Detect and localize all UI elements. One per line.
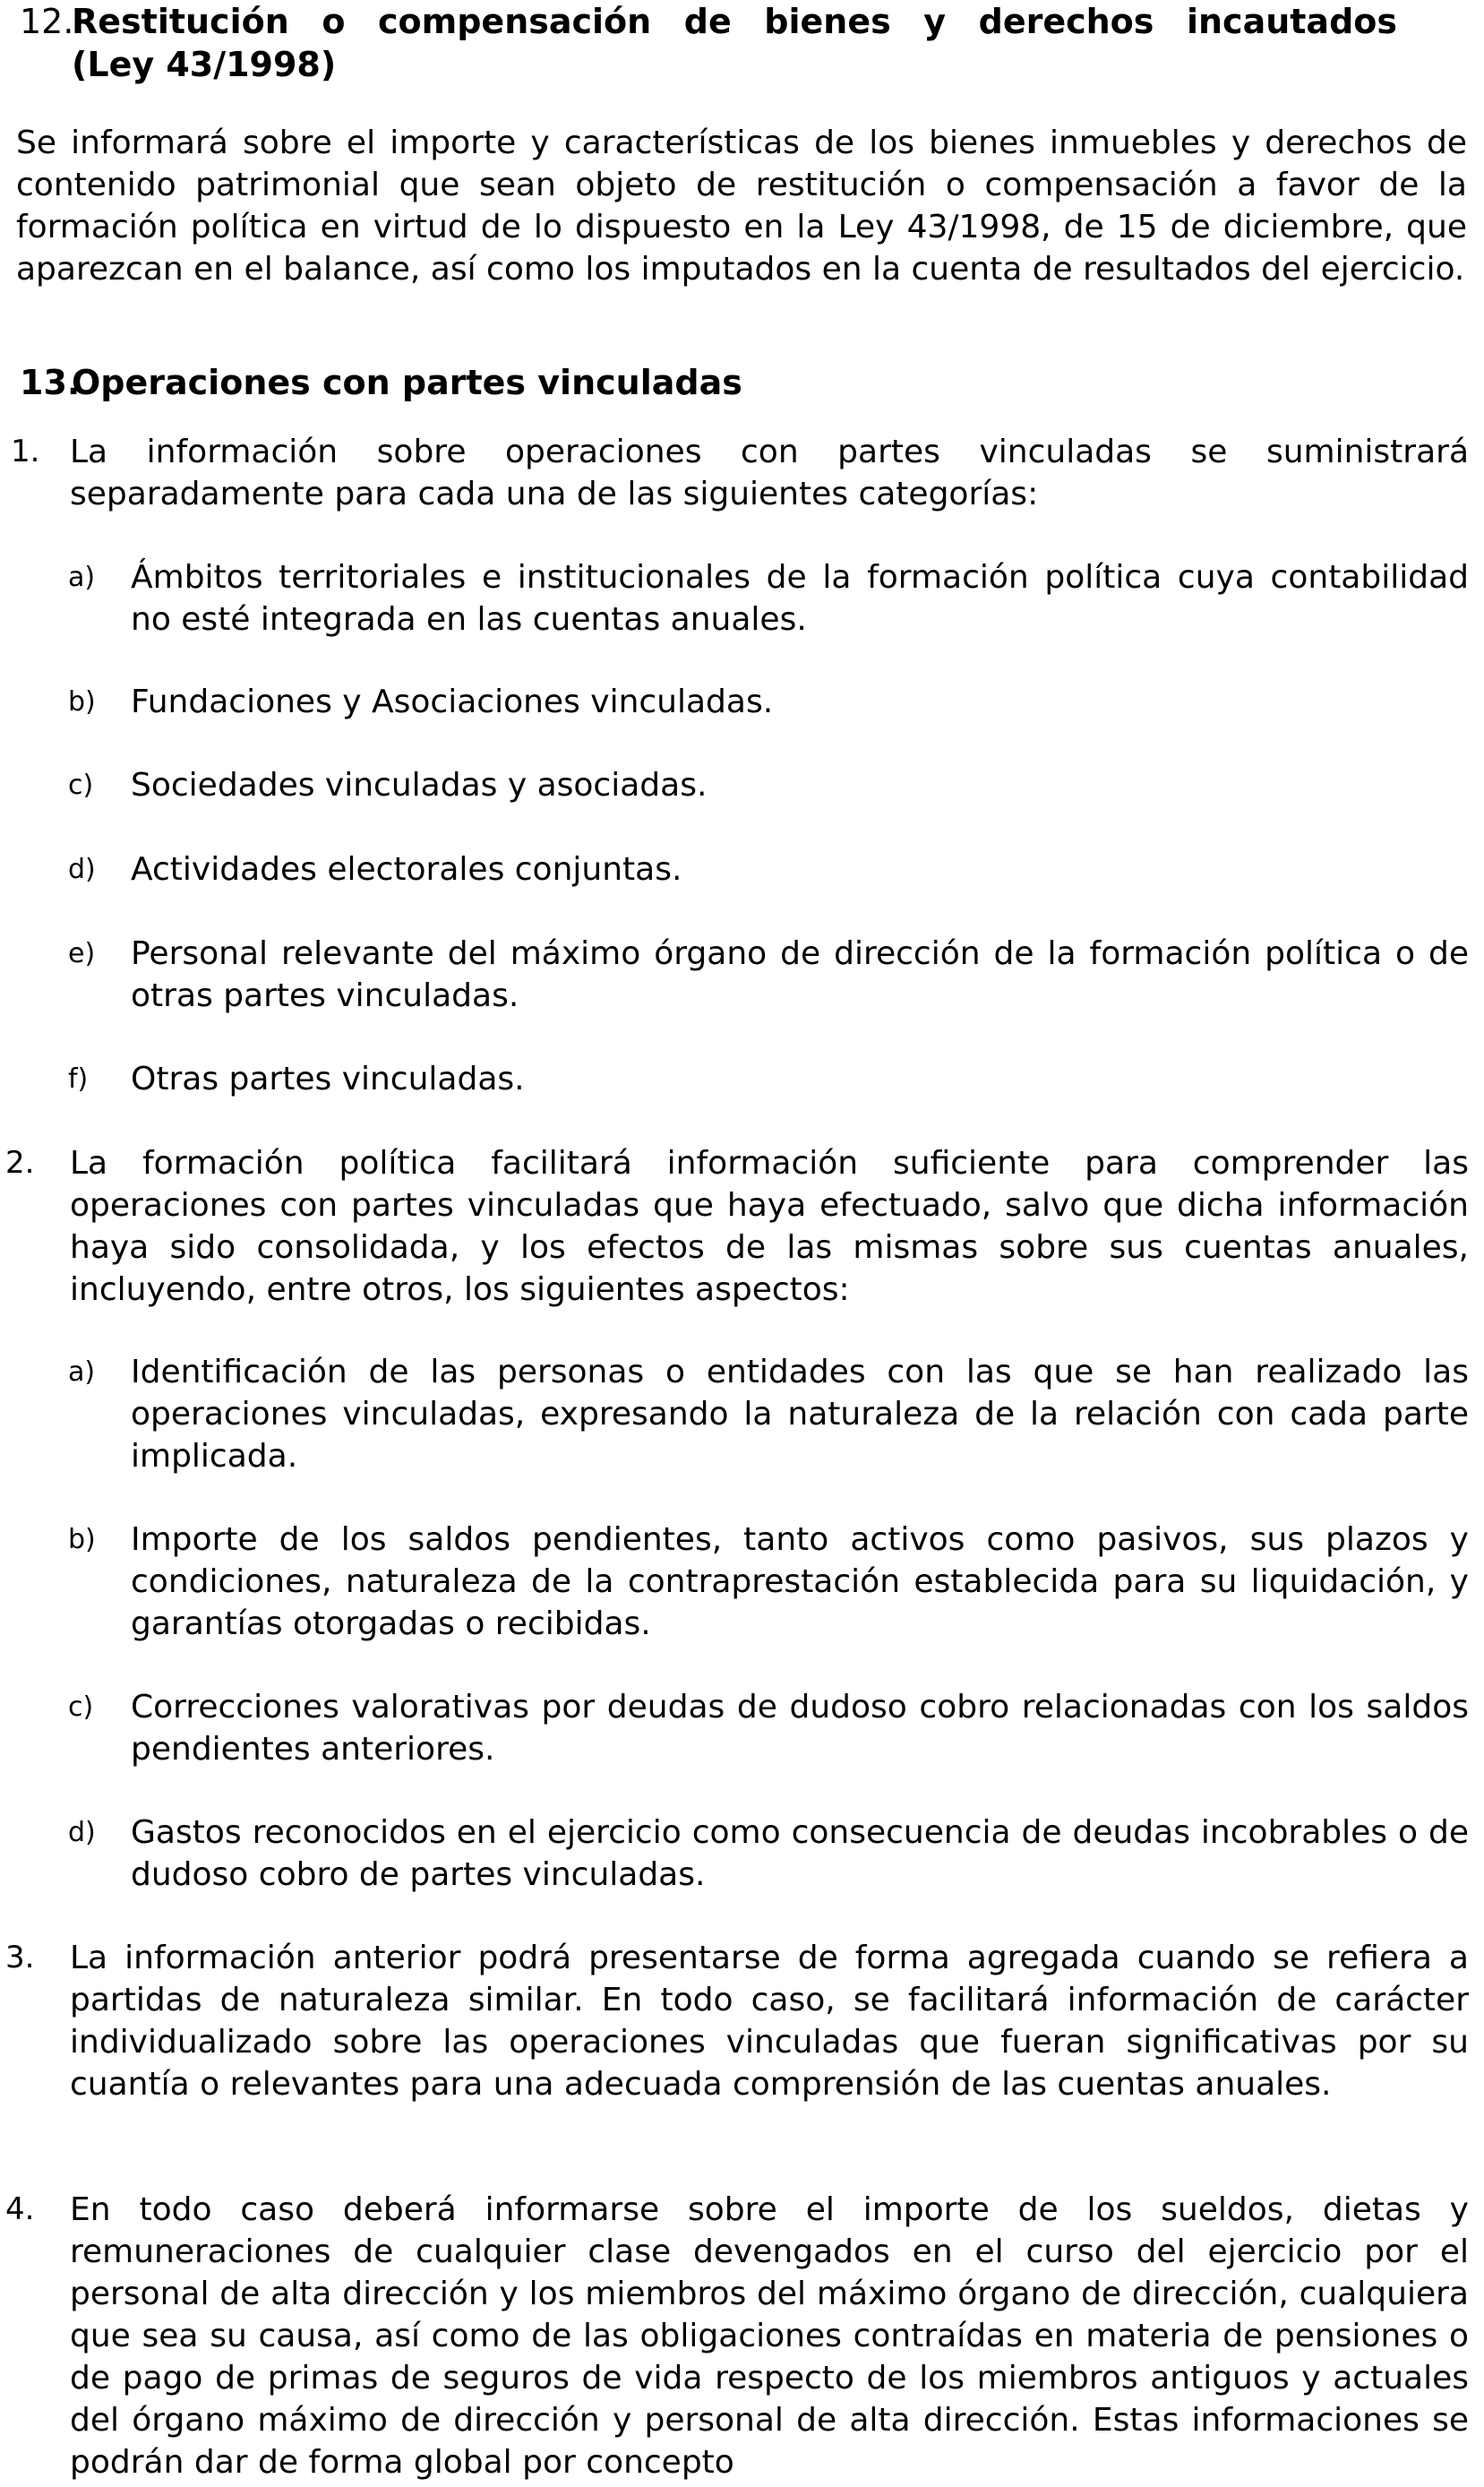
item-1-b-text: Fundaciones y Asociaciones vinculadas.	[131, 684, 774, 720]
item-1-a-text: Ámbitos territoriales e institucionales de la formación política cuya contabilidad no esté integrada en las cuentas anuales.	[131, 559, 1469, 638]
item-3-number: 3.	[5, 1940, 35, 1975]
item-1-a-letter: a)	[68, 562, 96, 593]
item-4-number: 4.	[5, 2191, 35, 2227]
item-1-f-text: Otras partes vinculadas.	[131, 1061, 525, 1097]
item-2-a-text: Identificación de las personas o entidades con las que se han realizado las operaciones vinculadas, expresando la naturaleza de la relación con cada parte implicada.	[131, 1354, 1469, 1475]
item-1-d-text: Actividades electorales conjuntas.	[131, 851, 682, 888]
item-1-number: 1.	[11, 434, 40, 469]
item-2-b-letter: b)	[68, 1524, 96, 1555]
section-12-title-line1: Restitución o compensación de bienes y derechos incautados	[72, 2, 1397, 41]
item-2-d-text: Gastos reconocidos en el ejercicio como consecuencia de deudas incobrables o de dudoso cobro de partes vinculadas.	[131, 1814, 1469, 1893]
item-1-c-text: Sociedades vinculadas y asociadas.	[131, 767, 708, 804]
item-2-number: 2.	[5, 1145, 35, 1181]
item-1-d-letter: d)	[68, 854, 96, 885]
item-1-text: La información sobre operaciones con partes vinculadas se suministrará separadamente para cada una de las siguientes categorías:	[70, 434, 1469, 512]
item-1-e-text: Personal relevante del máximo órgano de dirección de la formación política o de otras partes vinculadas.	[131, 935, 1469, 1014]
item-2-c-letter: c)	[68, 1691, 94, 1723]
section-12-title-line2: (Ley 43/1998)	[72, 45, 337, 84]
section-13-number: 13.	[20, 363, 81, 402]
section-12-body: Se informará sobre el importe y características de los bienes inmuebles y derechos de contenido patrimonial que sean objeto de restitución o compensación a favor de la formación política en virtud de lo dispuesto en la Ley 43/1998, de 15 de diciembre, que aparezcan en el balance, así como los imputados en la cuenta de resultados del ejercicio.	[16, 125, 1467, 288]
item-2-text: La formación política facilitará información suficiente para comprender las operaciones con partes vinculadas que haya efectuado, salvo que dicha información haya sido consolidada, y los efectos de las mismas sobre sus cuentas anuales, incluyendo, entre otros, los siguientes aspectos:	[70, 1145, 1469, 1308]
item-1-b-letter: b)	[68, 686, 96, 718]
item-2-a-letter: a)	[68, 1356, 96, 1388]
item-3-text: La información anterior podrá presentarse de forma agregada cuando se refiera a partidas de naturaleza similar. En todo caso, se facilitará información de carácter individualizado sobre las operaciones vinculadas que fueran significativas por su cuantía o relevantes para una adecuada comprensión de las cuentas anuales.	[70, 1940, 1469, 2103]
item-1-c-letter: c)	[68, 770, 94, 801]
item-2-b-text: Importe de los saldos pendientes, tanto activos como pasivos, sus plazos y condiciones, naturaleza de la contraprestación establecida para su liquidación, y garantías otorgadas o recibidas.	[131, 1521, 1469, 1642]
section-12-number: 12.	[20, 2, 74, 41]
item-2-d-letter: d)	[68, 1817, 96, 1848]
item-2-c-text: Correcciones valorativas por deudas de dudoso cobro relacionadas con los saldos pendientes anteriores.	[131, 1689, 1469, 1768]
item-1-e-letter: e)	[68, 938, 96, 969]
section-13-title: Operaciones con partes vinculadas	[72, 363, 742, 402]
item-4-text: En todo caso deberá informarse sobre el importe de los sueldos, dietas y remuneraciones de cualquier clase devengados en el curso del ejercicio por el personal de alta dirección y los miembros del máximo órgano de dirección, cualquiera que sea su causa, así como de las obligaciones contraídas en materia de pensiones o de pago de primas de seguros de vida respecto de los miembros antiguos y actuales del órgano máximo de dirección y personal de alta dirección. Estas informaciones se podrán dar de forma global por concepto	[70, 2191, 1469, 2481]
item-1-f-letter: f)	[68, 1063, 89, 1095]
